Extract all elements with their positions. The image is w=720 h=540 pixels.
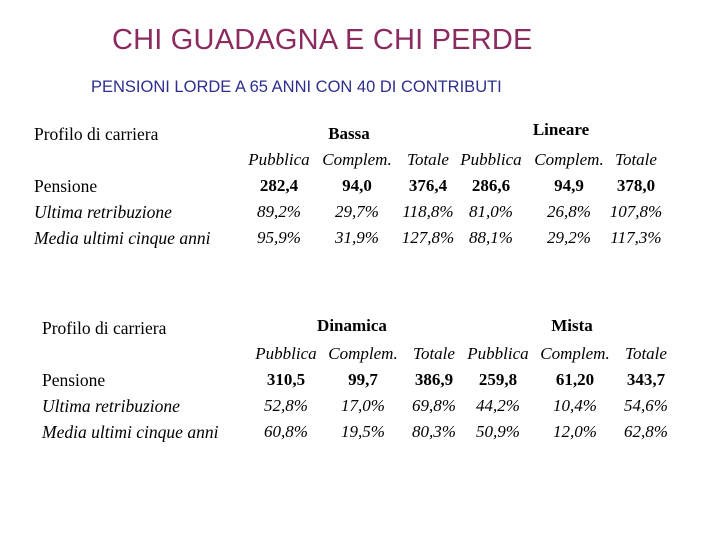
table-cell: 343,7 [626, 370, 666, 389]
page-subtitle: PENSIONI LORDE A 65 ANNI CON 40 DI CONTRIBUTI [91, 78, 502, 96]
subheader-complem: Complem. [534, 150, 604, 169]
table-row [42, 420, 682, 444]
table-cell: 94,0 [342, 176, 372, 195]
subheader-complem: Complem. [322, 150, 392, 169]
table-cell: 29,2% [547, 228, 591, 247]
group-header-bassa: Bassa [328, 124, 370, 143]
table-cell: 54,6% [624, 396, 668, 415]
table-cell: 286,6 [471, 176, 511, 195]
table-cell: 117,3% [610, 228, 662, 247]
table-row [42, 394, 682, 418]
pension-table-dinamica-mista [42, 314, 682, 448]
table-cell: 26,8% [547, 202, 591, 221]
table-subheader-row [42, 342, 682, 366]
subheader-totale: Totale [407, 150, 449, 169]
subheader-complem: Complem. [328, 344, 398, 363]
row-label-pensione: Pensione [42, 370, 106, 390]
table-cell: 29,7% [335, 202, 379, 221]
table-cell: 52,8% [264, 396, 308, 415]
row-label-pensione: Pensione [34, 176, 98, 196]
table-cell: 282,4 [259, 176, 299, 195]
career-profile-label: Profilo di carriera [34, 124, 159, 144]
table-cell: 60,8% [264, 422, 308, 441]
row-label-ultima-retribuzione: Ultima retribuzione [42, 396, 180, 416]
table-cell: 94,9 [554, 176, 584, 195]
table-header-row [42, 314, 682, 338]
table-cell: 88,1% [469, 228, 513, 247]
group-header-lineare: Lineare [532, 120, 590, 139]
subheader-totale: Totale [625, 344, 667, 363]
table-cell: 12,0% [553, 422, 597, 441]
table-row [42, 368, 682, 392]
table-cell: 376,4 [408, 176, 448, 195]
row-label-ultima-retribuzione: Ultima retribuzione [34, 202, 172, 222]
table-cell: 99,7 [348, 370, 378, 389]
table-cell: 118,8% [402, 202, 454, 221]
subheader-pubblica: Pubblica [248, 150, 310, 169]
table-subheader-row [34, 148, 674, 172]
table-cell: 127,8% [401, 228, 455, 247]
table-cell: 378,0 [616, 176, 656, 195]
table-cell: 62,8% [624, 422, 668, 441]
table-cell: 386,9 [414, 370, 454, 389]
subheader-totale: Totale [615, 150, 657, 169]
table-cell: 69,8% [412, 396, 456, 415]
group-header-mista: Mista [551, 316, 593, 335]
table-cell: 61,20 [555, 370, 595, 389]
group-header-dinamica: Dinamica [317, 316, 387, 335]
table-cell: 310,5 [266, 370, 306, 389]
subheader-complem: Complem. [540, 344, 610, 363]
table-row [34, 226, 674, 250]
table-cell: 50,9% [476, 422, 520, 441]
table-cell: 80,3% [412, 422, 456, 441]
subheader-pubblica: Pubblica [467, 344, 529, 363]
table-cell: 17,0% [341, 396, 385, 415]
table-cell: 107,8% [609, 202, 663, 221]
table-cell: 81,0% [469, 202, 513, 221]
table-header-row [34, 122, 674, 146]
page-title: CHI GUADAGNA E CHI PERDE [112, 24, 533, 56]
row-label-media-ultimi-cinque-anni: Media ultimi cinque anni [34, 228, 211, 248]
table-cell: 31,9% [335, 228, 379, 247]
table-row [34, 174, 674, 198]
table-cell: 95,9% [257, 228, 301, 247]
table-row [34, 200, 674, 224]
subheader-pubblica: Pubblica [255, 344, 317, 363]
table-cell: 89,2% [257, 202, 301, 221]
career-profile-label: Profilo di carriera [42, 318, 167, 338]
pension-table-bassa-lineare [34, 122, 674, 252]
subheader-pubblica: Pubblica [460, 150, 522, 169]
table-cell: 259,8 [478, 370, 518, 389]
row-label-media-ultimi-cinque-anni: Media ultimi cinque anni [42, 422, 219, 442]
subheader-totale: Totale [413, 344, 455, 363]
table-cell: 10,4% [553, 396, 597, 415]
table-cell: 19,5% [341, 422, 385, 441]
table-cell: 44,2% [476, 396, 520, 415]
